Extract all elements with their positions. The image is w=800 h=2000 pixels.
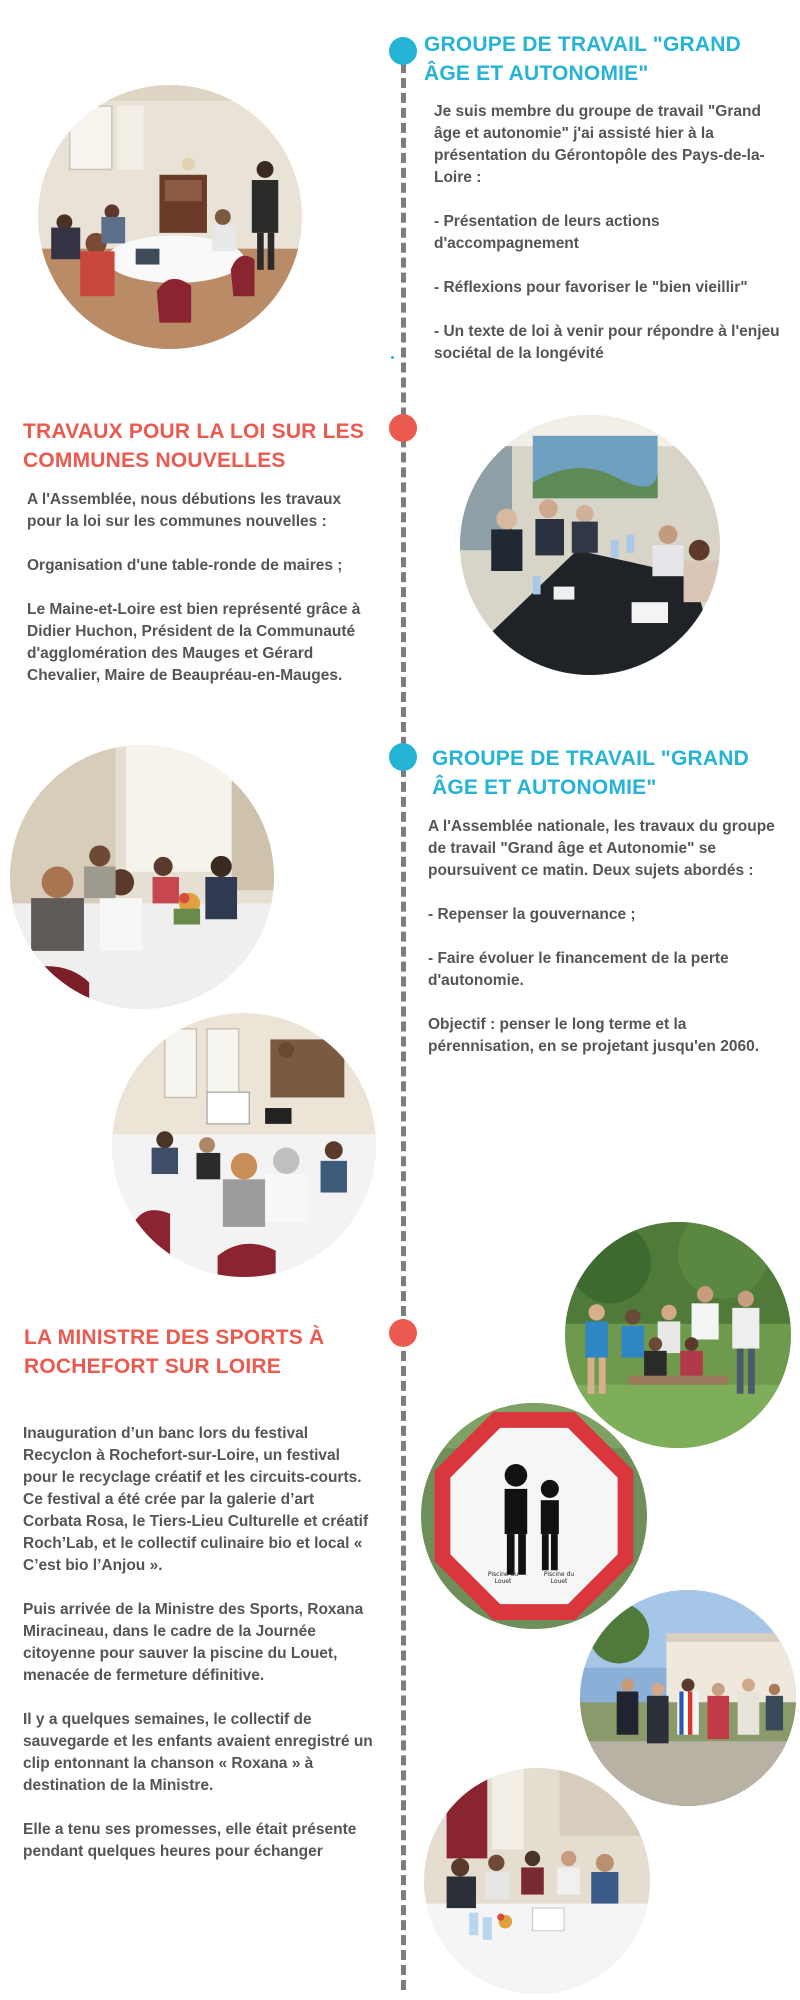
section-2-paragraph: Organisation d'une table-ronde de maires ; bbox=[27, 557, 343, 574]
section-1-paragraph: - Un texte de loi à venir pour répondre à l'enjeu sociétal de la longévité bbox=[434, 323, 780, 362]
section-4-body bbox=[23, 1423, 373, 1863]
timeline-dot-2 bbox=[389, 414, 417, 442]
timeline-dot-1 bbox=[389, 37, 417, 65]
sign-right-text: Piscine du Louet bbox=[543, 1571, 575, 1585]
photo-working-group bbox=[10, 745, 274, 1009]
section-1-paragraph: Je suis membre du groupe de travail "Grand âge et autonomie" j'ai assisté hier à la présentation du Gérontopôle des Pays-de-la-Loire : bbox=[434, 103, 765, 186]
section-2-body bbox=[27, 489, 372, 687]
section-4-paragraph: Puis arrivée de la Ministre des Sports, Roxana Miracineau, dans le cadre de la Journée citoyenne pour sauver la piscine du Louet, menacée de fermeture définitive. bbox=[23, 1601, 364, 1684]
section-4-title: LA MINISTRE DES SPORTS À ROCHEFORT SUR LOIRE bbox=[24, 1326, 325, 1378]
photo-group-outdoors bbox=[565, 1222, 791, 1448]
section-3-paragraph: A l'Assemblée nationale, les travaux du groupe de travail "Grand âge et Autonomie" se poursuivent ce matin. Deux sujets abordés : bbox=[428, 818, 775, 879]
section-4-paragraph: Elle a tenu ses promesses, elle était présente pendant quelques heures pour échanger bbox=[23, 1821, 357, 1860]
section-1-paragraph: - Réflexions pour favoriser le "bien vieillir" bbox=[434, 279, 748, 296]
section-2-paragraph: A l'Assemblée, nous débutions les travaux pour la loi sur les communes nouvelles : bbox=[27, 491, 342, 530]
photo-road-sign bbox=[421, 1403, 647, 1629]
photo-meeting-table bbox=[424, 1768, 650, 1994]
section-3-paragraph: Objectif : penser le long terme et la pérennisation, en se projetant jusqu'en 2060. bbox=[428, 1016, 759, 1055]
section-4-paragraph: Il y a quelques semaines, le collectif de sauvegarde et les enfants avaient enregistré un clip entonnant la chanson « Roxana » à destination de la Ministre. bbox=[23, 1711, 373, 1794]
section-2-paragraph: Le Maine-et-Loire est bien représenté grâce à Didier Huchon, Président de la Communauté d'agglomération des Mauges et Gérard Chevalier, Maire de Beaupréau-en-Mauges. bbox=[27, 601, 361, 684]
timeline-line bbox=[401, 48, 406, 1990]
timeline-dot-4 bbox=[389, 1319, 417, 1347]
section-3-title: GROUPE DE TRAVAIL "GRAND ÂGE ET AUTONOMIE" bbox=[432, 747, 749, 799]
photo-meeting-room bbox=[38, 85, 302, 349]
timeline-marker bbox=[391, 356, 394, 359]
photo-round-table bbox=[460, 415, 720, 675]
section-3-paragraph: - Faire évoluer le financement de la perte d'autonomie. bbox=[428, 950, 729, 989]
photo-minister-visit bbox=[580, 1590, 796, 1806]
section-2-title: TRAVAUX POUR LA LOI SUR LES COMMUNES NOUVELLES bbox=[23, 420, 365, 472]
section-3-paragraph: - Repenser la gouvernance ; bbox=[428, 906, 636, 923]
timeline-dot-3 bbox=[389, 743, 417, 771]
section-3-body bbox=[428, 816, 784, 1058]
section-4-paragraph: Inauguration d’un banc lors du festival Recyclon à Rochefort-sur-Loire, un festival pour le recyclage créatif et les circuits-courts. Ce festival a été crée par la galerie d’art Corbata Rosa, le Tiers-Lieu Culturelle et créatif Roch’Lab, et le collectif culinaire bio et local « C’est bio l’Anjou ». bbox=[23, 1425, 369, 1574]
section-1-paragraph: - Présentation de leurs actions d'accompagnement bbox=[434, 213, 660, 252]
section-1-title: GROUPE DE TRAVAIL "GRAND ÂGE ET AUTONOMIE" bbox=[424, 33, 741, 85]
sign-left-text: Piscine du Louet bbox=[487, 1571, 519, 1585]
photo-presentation-room bbox=[112, 1013, 376, 1277]
section-1-body bbox=[434, 101, 786, 365]
